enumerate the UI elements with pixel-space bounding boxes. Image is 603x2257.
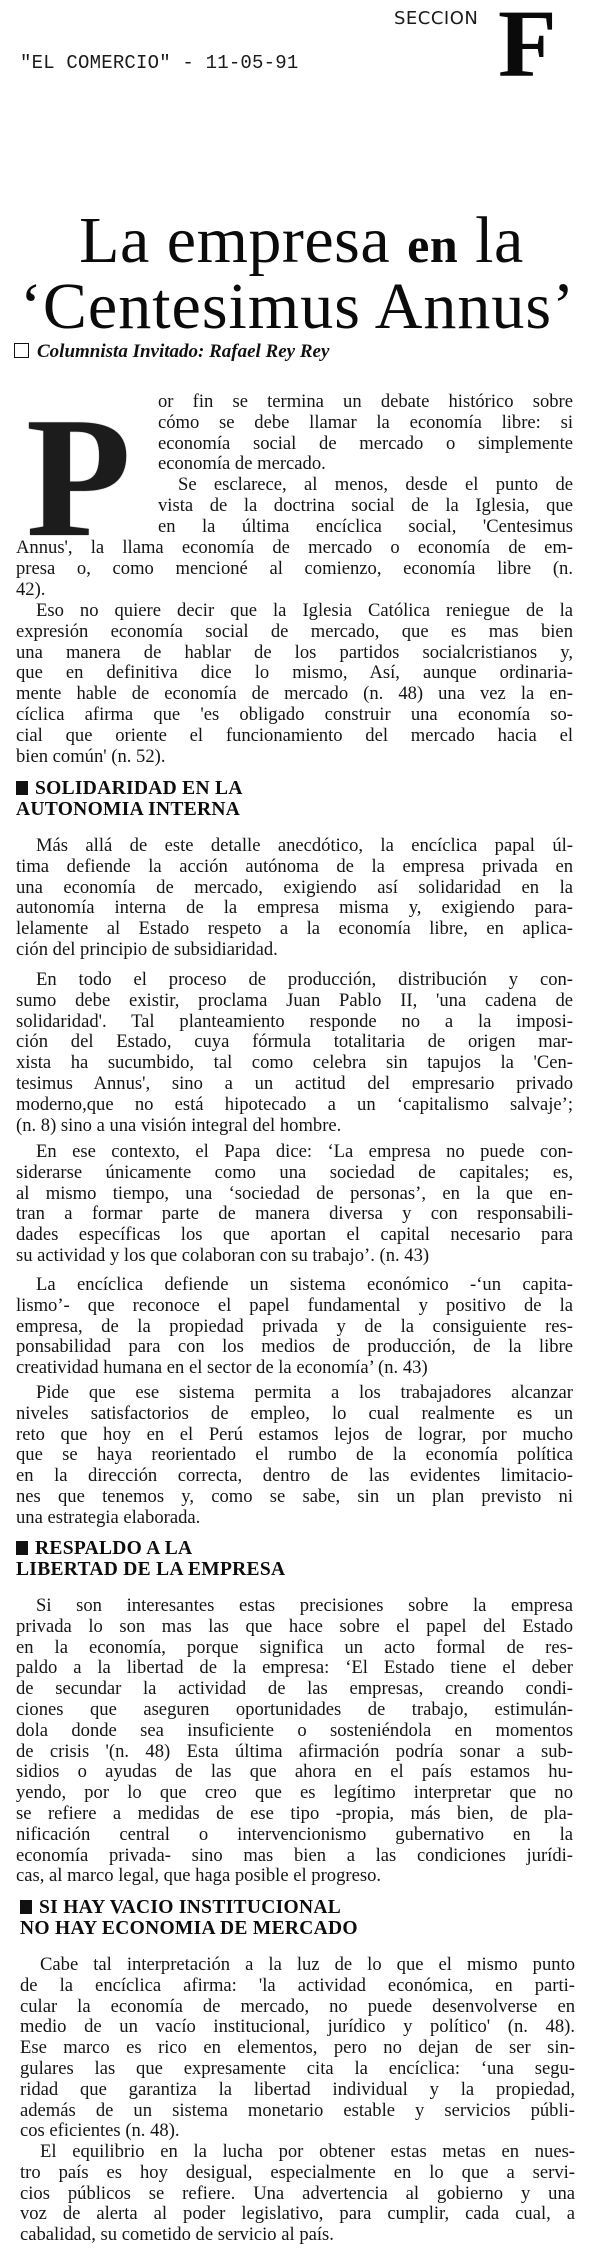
text-line: que en definitiva dice lo mismo, Así, aunque ordinaria- [16,662,573,684]
text-line: lelamente al Estado respeto a la economía libre, en aplica- [16,918,573,940]
text-line: cas, al marco legal, que haga posible el progreso. [16,1865,382,1887]
text-line: privada lo son mas las que hace sobre el papel del Estado [16,1615,573,1637]
article-title-line2: ‘Centesimus Annus’ [19,270,576,343]
text-line: cíclica afirma que 'es obligado construir una economía so- [16,703,573,725]
text-line: ción del Estado, cuya fórmula totalitaria de origen mar- [16,1031,573,1053]
text-line: El equilibrio en la lucha por obtener estas metas en nues- [40,2141,575,2162]
section-heading-solidaridad [16,778,243,820]
paragraph-cabe [20,1955,575,2142]
text-line: tran a formar parte de manera diversa y con responsabili- [16,1203,573,1225]
text-line: dades específicas los que aportan el capital necesario para [16,1224,573,1246]
text-line: una manera de hablar de los partidos socialcristianos y, [16,641,573,663]
heading-line: LIBERTAD DE LA EMPRESA [16,1559,286,1580]
text-line: de secundar la actividad de las empresas, creando condi- [16,1678,573,1700]
title-part: la [475,204,524,277]
heading-line: AUTONOMIA INTERNA [16,799,241,820]
text-line: xista ha sucumbido, tal como celebra sin tapujos la 'Cen- [16,1052,573,1074]
text-line: lismo’- que reconoce el papel fundamental y positivo de la [16,1294,573,1316]
text-line: sumo debe existir, proclama Juan Pablo II, 'una cadena de [16,989,573,1011]
paragraph-enciclica [16,1275,573,1379]
text-line: dola donde sea insuficiente o sosteniéndola en momentos [16,1719,573,1741]
text-line: voz de alerta al poder legislativo, para cumplir, cada cual, a [20,2203,575,2225]
text-line: autonomía interna de la empresa misma y, exigiendo para- [16,897,573,919]
text-line: presa o, como mencioné al comienzo, economía libre (n. [16,557,573,579]
text-line: su actividad y los que colaboran con su trabajo’. (n. 43) [16,1244,430,1266]
paragraph-si-son [16,1596,573,1887]
drop-cap: P [26,383,132,573]
byline [14,341,329,363]
text-line: cabalidad, su cometido de servicio al país. [20,2224,334,2246]
title-part-bold: en [407,217,459,273]
text-line: en la dirección correcta, dentro de las evidentes limitacio- [16,1465,573,1487]
text-line: Eso no quiere decir que la Iglesia Católica reniegue de la [36,600,573,621]
heading-text: SI HAY VACIO INSTITUCIONAL [39,1897,342,1918]
text-line: En ese contexto, el Papa dice: ‘La empresa no puede con- [36,1141,573,1162]
byline-text: Columnista Invitado: Rafael Rey Rey [37,341,330,362]
text-line: ciones que aseguren oportunidades de trabajo, estimulán- [16,1698,573,1720]
heading-line [16,1538,285,1559]
text-line: niveles satisfactorios de empleo, lo cual realmente es un [16,1402,573,1424]
text-line: or fin se termina un debate histórico sobre [158,391,573,412]
text-line: cular la economía de mercado, no puede desenvolverse en [20,1995,575,2017]
text-line: Si son interesantes estas precisiones sobre la empresa [36,1595,573,1616]
heading-text: SOLIDARIDAD EN LA [35,778,243,799]
text-line: una economía de mercado, exigiendo así solidaridad en la [16,876,573,898]
heading-line: NO HAY ECONOMIA DE MERCADO [20,1918,358,1939]
text-line: paldo a la libertad de la empresa: ‘El Estado tiene el deber [16,1657,573,1679]
text-line: economía privada- sino mas bien a las condiciones jurídi- [16,1844,573,1866]
open-square-icon [14,343,29,358]
text-line: vista de la doctrina social de la Iglesia, que [158,494,573,516]
text-line: En todo el proceso de producción, distribución y con- [36,969,573,990]
text-line: tesimus Annus', sino a un actitud del empresario privado [16,1072,573,1094]
text-line: de crisis '(n. 48) Esta última afirmación podría sonar a sub- [16,1740,573,1762]
paragraph-contexto [16,1142,573,1267]
text-line: mente hable de economía de mercado (n. 48) una vez la en- [16,683,573,705]
text-line: tima defiende la acción autónoma de la empresa privada en [16,855,573,877]
paragraph-pide [16,1383,573,1529]
text-line: cos eficientes (n. 48). [20,2120,180,2142]
intro-paragraph-continued [16,538,573,600]
paragraph-mas-alla [16,836,573,961]
heading-line [16,778,243,799]
title-part: La empresa [79,204,391,277]
text-line: ponsabilidad para con los medios de producción, de la libre [16,1336,573,1358]
text-line: siderarse únicamente como una sociedad de capitales; es, [16,1161,573,1183]
text-line: cios públicos se refiere. Una advertencia al gobierno y una [20,2182,575,2204]
text-line: ridad que garantiza la libertad individual y la propiedad, [20,2078,575,2100]
text-line: en la economía, porque significa un acto formal de res- [16,1636,573,1658]
text-line: en la última encíclica social, 'Centesimus [158,515,573,537]
text-line: 42). [16,578,46,600]
text-line: La encíclica defiende un sistema económico -‘un capita- [36,1274,573,1295]
filled-square-icon [16,781,28,795]
text-line: de la encíclica afirma: 'la actividad económica, en parti- [20,1974,575,1996]
paragraph-eso [16,601,573,767]
text-line: empresa, de la propiedad privada y de la consiguiente res- [16,1315,573,1337]
text-line: tro país es hoy desigual, especialmente en lo que a servi- [20,2161,575,2183]
text-line: nificación central o intervencionismo gubernativo en la [16,1823,573,1845]
text-line: expresión economía social de mercado, que es mas bien [16,620,573,642]
text-line: medio de un vacío institucional, jurídico y político' (n. 48). [20,2016,575,2038]
text-line: Ese marco es rico en elementos, pero no dejan de ser sin- [20,2037,575,2059]
text-line: una estrategia elaborada. [16,1506,201,1528]
text-line: creatividad humana en el sector de la economía’ (n. 43) [16,1357,428,1379]
text-line: Se esclarece, al menos, desde el punto de [178,474,573,496]
text-line: se refiere a medidas de ese tipo -propia, más bien, de pla- [16,1802,573,1824]
text-line: Pide que ese sistema permita a los trabajadores alcanzar [36,1382,573,1403]
text-line: bien común' (n. 52). [16,745,166,767]
text-line: gulares las que expresamente cita la encíclica: ‘una segu- [20,2057,575,2079]
text-line: además de un sistema monetario estable y servicios públi- [20,2099,575,2121]
paragraph-equilibrio [20,2142,575,2246]
text-line: economía de mercado. [158,453,326,475]
text-line: ción del principio de subsidiaridad. [16,938,278,960]
article-title-line1 [0,204,603,277]
text-line: Más allá de este detalle anecdótico, la encíclica papal úl- [36,835,573,856]
text-line: yendo, por lo que creo que es legítimo interpretar que no [16,1782,573,1804]
text-line: sidios o ayudas de las que ahora en el país estamos hu- [16,1761,573,1783]
intro-paragraph [158,392,573,538]
text-line: solidaridad'. Tal planteamiento responde no a la imposi- [16,1010,573,1032]
text-line: Cabe tal interpretación a la luz de lo que el mismo punto [40,1954,575,1975]
section-heading-respaldo [16,1538,285,1580]
paragraph-en-todo [16,970,573,1136]
text-line: cial que oriente el funcionamiento del mercado hacia el [16,724,573,746]
text-line: nes que tenemos y, como se sabe, sin un plan previsto ni [16,1485,573,1507]
text-line: cómo se debe llamar la economía libre: si [158,411,573,433]
text-line: reto que hoy en el Perú estamos lejos de lograr, por mucho [16,1423,573,1445]
filled-square-icon [16,1541,28,1555]
text-line: economía social de mercado o simplemente [158,432,573,454]
text-line: (n. 8) sino a una visión integral del hombre. [16,1114,342,1136]
text-line: al mismo tiempo, una ‘sociedad de personas’, en la que en- [16,1182,573,1204]
newspaper-source-date: "EL COMERCIO" - 11-05-91 [20,52,299,74]
text-line: Annus', la llama economía de mercado o economía de em- [16,537,573,558]
text-line: que se haya reorientado el rumbo de la economía política [16,1444,573,1466]
section-letter: F [498,0,557,97]
heading-text: RESPALDO A LA [35,1538,193,1559]
section-heading-vacio [20,1897,358,1939]
heading-line [20,1897,358,1918]
filled-square-icon [20,1900,32,1914]
text-line: moderno,que no está hipotecado a un ‘capitalismo salvaje’; [16,1093,573,1115]
section-label: SECCION [394,8,479,29]
